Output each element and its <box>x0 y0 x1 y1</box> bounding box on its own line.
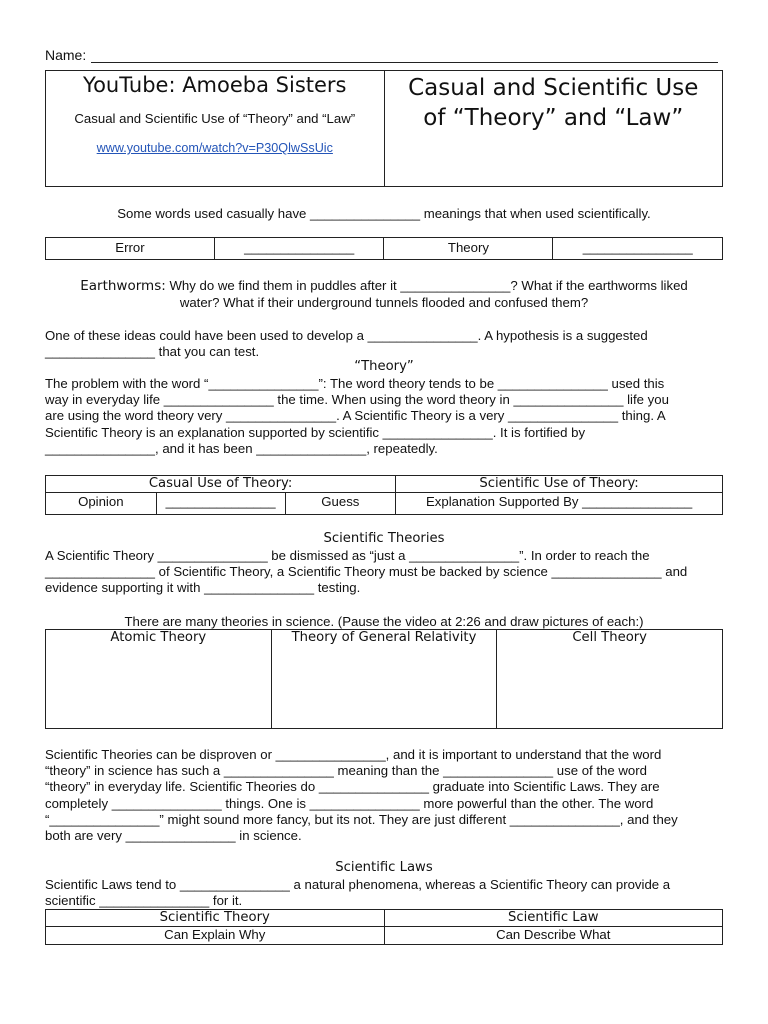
name-field[interactable] <box>91 45 718 63</box>
casual-opinion: Opinion <box>46 493 157 515</box>
sci-laws-line1: Scientific Laws tend to _______________ a natural phenomena, whereas a Scientific Theory can provide a <box>45 877 671 892</box>
hypothesis-paragraph <box>45 328 720 360</box>
scientific-explanation[interactable]: Explanation Supported By _______________ <box>396 493 723 515</box>
theory-vs-law-table <box>45 909 723 945</box>
cell-theory-box[interactable] <box>497 630 723 729</box>
disproven-line2: “theory” in science has such a _______________ meaning than the _______________ use of the word <box>45 763 647 779</box>
relativity-theory-label: Theory of General Relativity <box>291 630 477 645</box>
scientific-laws-paragraph <box>45 877 720 909</box>
earthworms-label: Earthworms: <box>80 278 166 294</box>
scientific-laws-heading: Scientific Laws <box>335 860 433 875</box>
worksheet-title-line2: of “Theory” and “Law” <box>423 105 684 131</box>
sci-theories-line3: evidence supporting it with _______________ testing. <box>45 580 361 596</box>
theory-line2: way in everyday life _______________ the time. When using the word theory in _______________ life you <box>45 392 669 408</box>
earthworms-line1: Why do we find them in puddles after it _______________? What if the earthworms liked <box>169 278 688 293</box>
atomic-theory-box[interactable] <box>46 630 272 729</box>
hypothesis-line2: _______________ that you can test. <box>45 344 260 360</box>
casual-guess: Guess <box>285 493 396 515</box>
word-error: Error <box>46 238 215 260</box>
theory-line5: _______________, and it has been _______________, repeatedly. <box>45 440 438 456</box>
worksheet-title-line1: Casual and Scientific Use <box>408 75 699 101</box>
header-left-cell <box>46 71 385 187</box>
law-table-law-header: Scientific Law <box>384 910 723 927</box>
casual-blank[interactable]: _______________ <box>156 493 285 515</box>
sci-theories-line1: A Scientific Theory _______________ be dismissed as “just a _______________”. In order to reach the <box>45 548 650 563</box>
word-theory: Theory <box>384 238 553 260</box>
words-table <box>45 237 723 260</box>
theory-paragraph <box>45 376 720 457</box>
drawing-table <box>45 629 723 729</box>
intro-sentence: Some words used casually have _______________ meanings that when used scientifically. <box>117 206 651 221</box>
disproven-line3: “theory” in everyday life. Scientific Theories do _______________ graduate into Scientific Laws. They are <box>45 779 660 795</box>
theory-line4: Scientific Theory is an explanation supported by scientific _______________. It is fortified by <box>45 424 586 440</box>
law-table-theory-value: Can Explain Why <box>46 927 385 945</box>
word-blank-1[interactable]: _______________ <box>214 238 384 260</box>
disproven-line5: “_______________” might sound more fancy, but its not. They are just different _______________, and they <box>45 811 678 827</box>
sci-theories-line2: _______________ of Scientific Theory, a Scientific Theory must be backed by science _______________ and <box>45 564 688 580</box>
theory-line3: are using the word theory very _______________. A Scientific Theory is a very _______________ thing. A <box>45 408 666 424</box>
many-theories-instruction: There are many theories in science. (Pause the video at 2:26 and draw pictures of each:) <box>124 614 644 629</box>
header-right-cell <box>384 71 722 187</box>
scientific-theories-paragraph <box>45 548 720 597</box>
law-table-theory-header: Scientific Theory <box>46 910 385 927</box>
disproven-line6: both are very _______________ in science. <box>45 828 302 844</box>
casual-use-header: Casual Use of Theory: <box>46 476 396 493</box>
relativity-theory-box[interactable] <box>271 630 497 729</box>
youtube-title: YouTube: Amoeba Sisters <box>83 73 347 97</box>
disproven-line1: Scientific Theories can be disproven or _______________, and it is important to understand that the word <box>45 747 662 762</box>
theory-line1: The problem with the word “_______________”: The word theory tends to be _______________ used this <box>45 376 665 391</box>
atomic-theory-label: Atomic Theory <box>110 630 207 645</box>
header-table <box>45 70 723 187</box>
video-subtitle: Casual and Scientific Use of “Theory” and “Law” <box>74 111 356 126</box>
earthworms-paragraph <box>45 278 723 311</box>
youtube-link[interactable]: www.youtube.com/watch?v=P30QlwSsUic <box>96 141 333 155</box>
earthworms-line2: water? What if their underground tunnels flooded and confused them? <box>179 294 589 310</box>
disproven-paragraph <box>45 747 720 844</box>
disproven-line4: completely _______________ things. One is _______________ more powerful than the other. The word <box>45 795 654 811</box>
cell-theory-label: Cell Theory <box>572 630 647 645</box>
use-of-theory-table <box>45 475 723 515</box>
scientific-use-header: Scientific Use of Theory: <box>396 476 723 493</box>
scientific-theories-heading: Scientific Theories <box>323 531 445 546</box>
theory-heading: “Theory” <box>354 359 414 374</box>
name-label: Name: <box>45 47 87 63</box>
law-table-law-value: Can Describe What <box>384 927 723 945</box>
sci-laws-line2: scientific _______________ for it. <box>45 893 243 909</box>
hypothesis-line1: One of these ideas could have been used to develop a _______________. A hypothesis is a suggested <box>45 328 648 343</box>
word-blank-2[interactable]: _______________ <box>553 238 723 260</box>
